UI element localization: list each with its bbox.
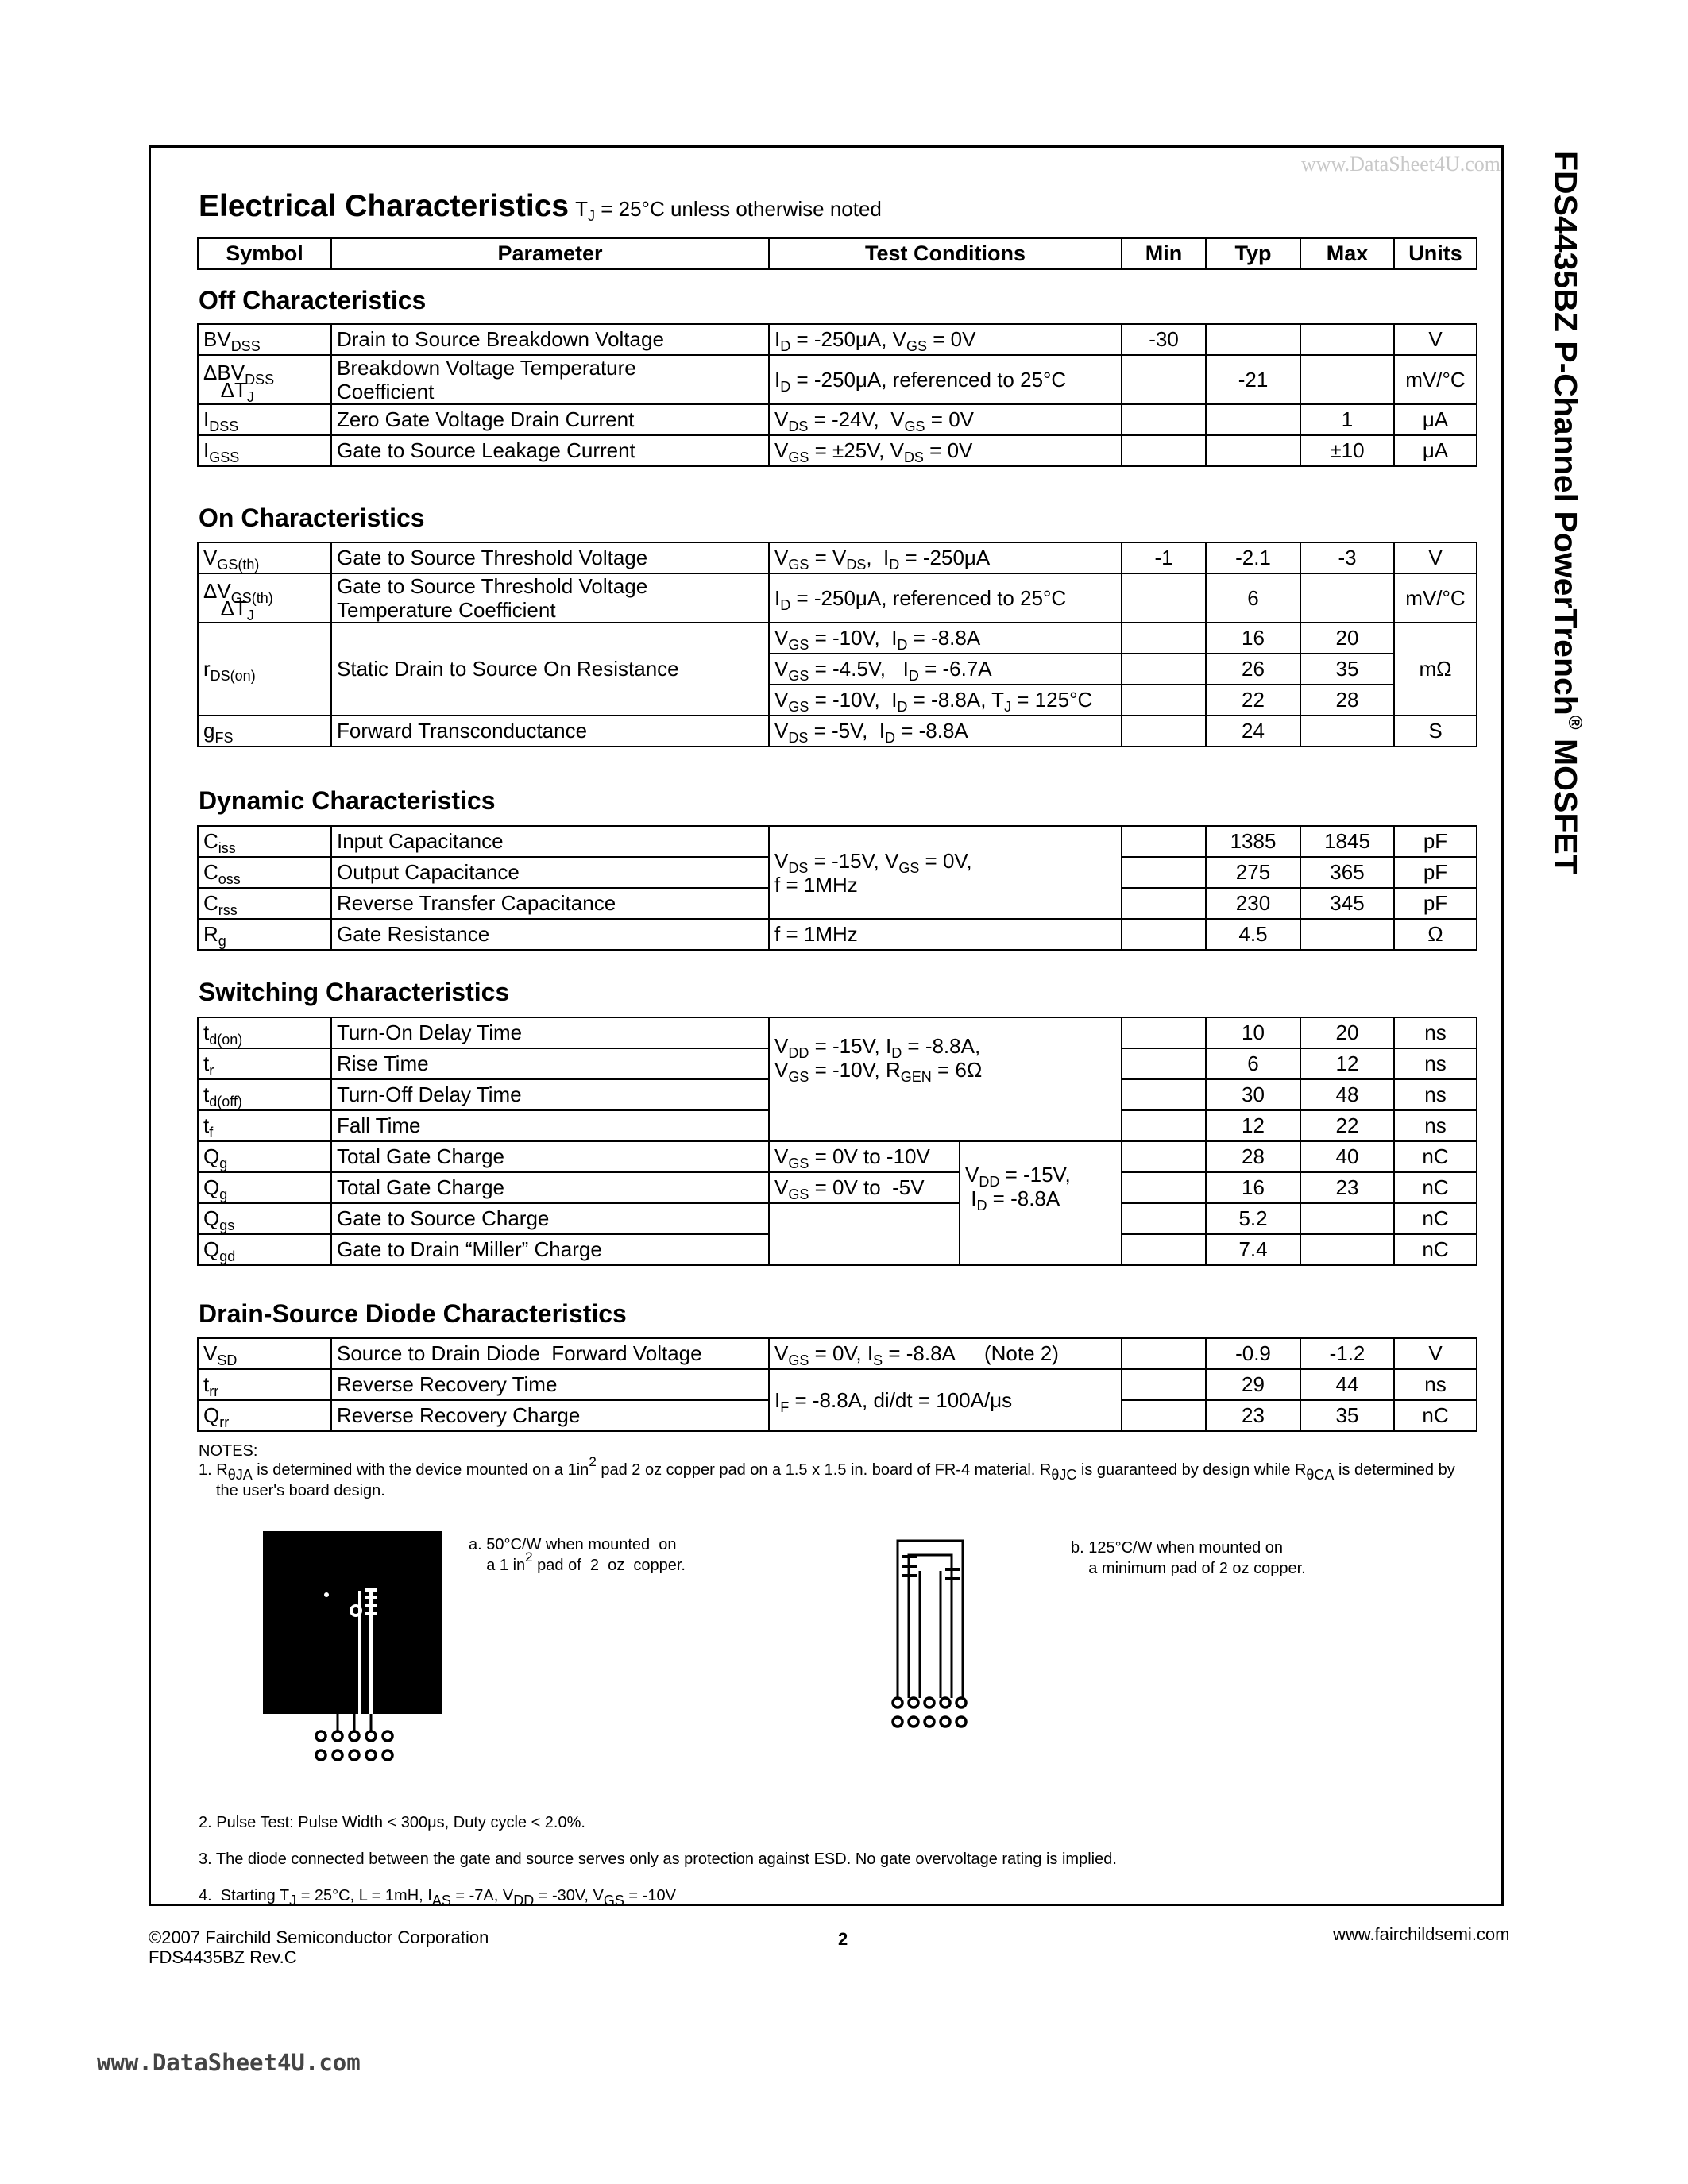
table-row: [198, 435, 1477, 466]
max-cell: 12: [1300, 1048, 1394, 1079]
min-cell: [1122, 1079, 1206, 1110]
parameter-cell: Static Drain to Source On Resistance: [331, 623, 769, 716]
table-row: [198, 355, 1477, 404]
units-cell: S: [1394, 716, 1477, 747]
column-header-row: [198, 238, 1477, 269]
max-cell: 40: [1300, 1141, 1394, 1172]
units-cell: pF: [1394, 857, 1477, 888]
parameter-cell: Gate to Source Leakage Current: [331, 435, 769, 466]
units-cell: ns: [1394, 1079, 1477, 1110]
symbol-cell: $r_{DS(on)}$: [198, 623, 331, 716]
units-cell: pF: [1394, 888, 1477, 919]
notes-heading: NOTES:: [199, 1442, 258, 1460]
off-section-heading: Off Characteristics: [199, 286, 427, 314]
test-condition-cell: $V_{GS} = 0V$, $I_S = -8.8A$ (Note 2): [769, 1338, 1122, 1369]
typ-cell: 230: [1206, 888, 1300, 919]
max-cell: 28: [1300, 685, 1394, 716]
max-cell: 48: [1300, 1079, 1394, 1110]
typ-cell: -21: [1206, 355, 1300, 404]
parameter-cell: Gate to Source Threshold Voltage Temperature Coefficient: [331, 573, 769, 623]
max-cell: 365: [1300, 857, 1394, 888]
typ-cell: 24: [1206, 716, 1300, 747]
max-cell: 22: [1300, 1110, 1394, 1141]
typ-cell: 16: [1206, 623, 1300, 654]
max-cell: [1300, 355, 1394, 404]
parameter-cell: Forward Transconductance: [331, 716, 769, 747]
min-cell: [1122, 857, 1206, 888]
max-cell: [1300, 919, 1394, 950]
dynamic-section-heading: Dynamic Characteristics: [199, 786, 496, 815]
min-cell: [1122, 1203, 1206, 1234]
typ-cell: -2.1: [1206, 542, 1300, 573]
off-table: [197, 323, 1477, 467]
typ-cell: [1206, 324, 1300, 355]
test-condition-cell: $V_{GS} = V_{DS}$, $I_D = -250\mu A$: [769, 542, 1122, 573]
note-1-continued: the user's board design.: [216, 1482, 385, 1499]
table-row: [198, 1203, 1477, 1234]
max-cell: 35: [1300, 1400, 1394, 1431]
column-header: Min: [1122, 238, 1206, 269]
parameter-cell: Drain to Source Breakdown Voltage: [331, 324, 769, 355]
header-table: [197, 237, 1477, 270]
max-cell: [1300, 716, 1394, 747]
parameter-cell: Zero Gate Voltage Drain Current: [331, 404, 769, 435]
table-row: [198, 1017, 1477, 1048]
min-cell: [1122, 404, 1206, 435]
units-cell: mV/°C: [1394, 355, 1477, 404]
units-cell: μA: [1394, 404, 1477, 435]
symbol-cell: $t_f$: [198, 1110, 331, 1141]
typ-cell: [1206, 404, 1300, 435]
test-condition-cell: $V_{GS} = -10V$, $I_D = -8.8A$: [769, 623, 1122, 654]
parameter-cell: Gate to Source Charge: [331, 1203, 769, 1234]
side-title-tail: MOSFET: [1547, 729, 1584, 874]
units-cell: ns: [1394, 1110, 1477, 1141]
units-cell: nC: [1394, 1400, 1477, 1431]
typ-cell: 26: [1206, 654, 1300, 685]
symbol-cell: $V_{GS(th)}$: [198, 542, 331, 573]
condition-text: = 25°C unless otherwise noted: [595, 197, 882, 221]
pcb-figure-b: [883, 1531, 987, 1733]
table-row: [198, 919, 1477, 950]
min-cell: [1122, 1048, 1206, 1079]
min-cell: [1122, 1338, 1206, 1369]
typ-cell: 16: [1206, 1172, 1300, 1203]
max-cell: [1300, 1203, 1394, 1234]
test-condition-cell: $I_D = -250\mu A$, referenced to 25°C: [769, 355, 1122, 404]
figure-b-caption: b. 125°C/W when mounted on a minimum pad of 2 oz copper.: [1071, 1539, 1306, 1577]
symbol-cell: $C_{rss}$: [198, 888, 331, 919]
typ-cell: 10: [1206, 1017, 1300, 1048]
switching-section-heading: Switching Characteristics: [199, 978, 510, 1006]
symbol-cell: $t_{d(off)}$: [198, 1079, 331, 1110]
parameter-cell: Fall Time: [331, 1110, 769, 1141]
units-cell: V: [1394, 542, 1477, 573]
max-cell: 20: [1300, 1017, 1394, 1048]
symbol-cell: $t_{d(on)}$: [198, 1017, 331, 1048]
test-condition-cell: $V_{DS} = -24V$, $V_{GS} = 0V$: [769, 404, 1122, 435]
units-cell: nC: [1394, 1172, 1477, 1203]
parameter-cell: Reverse Transfer Capacitance: [331, 888, 769, 919]
table-row: [198, 1141, 1477, 1172]
diode-section-heading: Drain-Source Diode Characteristics: [199, 1299, 627, 1328]
max-cell: 35: [1300, 654, 1394, 685]
symbol-cell: $g_{FS}$: [198, 716, 331, 747]
column-header: Test Conditions: [769, 238, 1122, 269]
min-cell: [1122, 1017, 1206, 1048]
column-header: Typ: [1206, 238, 1300, 269]
note-4: 4. Starting $T_J = 25^\circ C$, L = 1mH, $I_{AS} = -7A$, $V_{DD} = -30V$, $V_{GS} = -10V$: [199, 1887, 676, 1908]
title-condition: [575, 197, 882, 224]
test-condition-cell: $I_D = -250\mu A$, $V_{GS} = 0V$: [769, 324, 1122, 355]
typ-cell: 30: [1206, 1079, 1300, 1110]
test-condition-cell: $I_F = -8.8A$, di/dt = 100A/μs: [769, 1369, 1122, 1431]
parameter-cell: Output Capacitance: [331, 857, 769, 888]
max-cell: [1300, 1234, 1394, 1265]
test-condition-cell: $V_{GS} = -4.5V$, $I_D = -6.7A$: [769, 654, 1122, 685]
parameter-cell: Reverse Recovery Charge: [331, 1400, 769, 1431]
min-cell: [1122, 654, 1206, 685]
symbol-cell: $I_{DSS}$: [198, 404, 331, 435]
typ-cell: 4.5: [1206, 919, 1300, 950]
typ-cell: 23: [1206, 1400, 1300, 1431]
symbol-cell: $t_{rr}$: [198, 1369, 331, 1400]
switching-table: [197, 1017, 1477, 1266]
units-cell: V: [1394, 1338, 1477, 1369]
symbol-cell: $Q_{gd}$: [198, 1234, 331, 1265]
typ-cell: 28: [1206, 1141, 1300, 1172]
test-condition-cell: f = 1MHz: [769, 919, 1122, 950]
typ-cell: 29: [1206, 1369, 1300, 1400]
registered-mark: ®: [1564, 715, 1586, 730]
table-row: [198, 573, 1477, 623]
footer-copyright: ©2007 Fairchild Semiconductor Corporation: [149, 1927, 489, 1947]
test-condition-cell: $V_{GS} = 0V$ to -5V: [769, 1172, 960, 1203]
parameter-cell: Rise Time: [331, 1048, 769, 1079]
typ-cell: -0.9: [1206, 1338, 1300, 1369]
test-condition-cell: $V_{GS} = 0V$ to -10V: [769, 1141, 960, 1172]
dynamic-table: [197, 825, 1477, 951]
units-cell: μA: [1394, 435, 1477, 466]
side-title: [1547, 151, 1586, 874]
table-row: [198, 826, 1477, 857]
test-condition-cell: $V_{GS} = -10V$, $I_D = -8.8A$, $T_J = 125^\circ C$: [769, 685, 1122, 716]
min-cell: [1122, 1172, 1206, 1203]
symbol-cell: $Q_{rr}$: [198, 1400, 331, 1431]
symbol-cell: $I_{GSS}$: [198, 435, 331, 466]
max-cell: 44: [1300, 1369, 1394, 1400]
max-cell: ±10: [1300, 435, 1394, 466]
symbol-cell: $BV_{DSS}$: [198, 324, 331, 355]
max-cell: 1845: [1300, 826, 1394, 857]
table-row: [198, 404, 1477, 435]
table-row: [198, 324, 1477, 355]
units-cell: nC: [1394, 1203, 1477, 1234]
max-cell: -3: [1300, 542, 1394, 573]
min-cell: [1122, 1400, 1206, 1431]
symbol-cell: $C_{oss}$: [198, 857, 331, 888]
max-cell: 1: [1300, 404, 1394, 435]
typ-cell: [1206, 435, 1300, 466]
table-row: [198, 1172, 1477, 1203]
min-cell: [1122, 888, 1206, 919]
on-table: [197, 542, 1477, 747]
min-cell: [1122, 355, 1206, 404]
parameter-cell: Reverse Recovery Time: [331, 1369, 769, 1400]
figure-a-caption: a. 50°C/W when mounted on a 1 $in^2$ pad of 2 oz copper.: [469, 1536, 686, 1574]
min-cell: -1: [1122, 542, 1206, 573]
pcb-figure-a: [261, 1531, 445, 1768]
parameter-cell: Total Gate Charge: [331, 1172, 769, 1203]
test-condition-cell: $V_{DS} = -5V$, $I_D = -8.8A$: [769, 716, 1122, 747]
title-text: Electrical Characteristics: [199, 189, 570, 223]
test-condition-cell: [769, 1203, 960, 1265]
max-cell: 20: [1300, 623, 1394, 654]
note-1: 1. $R_{\theta JA}$ is determined with the device mounted on a $1in^2$ pad 2 oz copper pad on a 1.5 x 1.5 in. board of FR-4 material. $R_{\theta JC}$ is guaranteed by design while $R_{\theta CA}$ is determined by: [199, 1454, 1455, 1483]
footer-part-number: FDS4435BZ Rev.C: [149, 1947, 297, 1967]
symbol-cell: $t_r$: [198, 1048, 331, 1079]
min-cell: [1122, 1110, 1206, 1141]
table-row: [198, 1369, 1477, 1400]
top-watermark: www.DataSheet4U.com: [1301, 152, 1501, 176]
typ-cell: 7.4: [1206, 1234, 1300, 1265]
test-condition-cell: $V_{GS} = \pm 25V$, $V_{DS} = 0V$: [769, 435, 1122, 466]
note-3: 3. The diode connected between the gate and source serves only as protection against ESD. No gate overvoltage rating is implied.: [199, 1850, 1117, 1868]
test-condition-cell: $V_{DD} = -15V$, $I_D = -8.8A$, $V_{GS} = -10V$, $R_{GEN} = 6\Omega$: [769, 1017, 1122, 1141]
page-number: 2: [838, 1929, 848, 1949]
test-condition-cell: $I_D = -250\mu A$, referenced to 25°C: [769, 573, 1122, 623]
footer-url[interactable]: www.fairchildsemi.com: [1333, 1924, 1510, 1944]
column-header: Symbol: [198, 238, 331, 269]
typ-cell: 6: [1206, 1048, 1300, 1079]
units-cell: nC: [1394, 1141, 1477, 1172]
max-cell: 23: [1300, 1172, 1394, 1203]
bottom-watermark: www.DataSheet4U.com: [97, 2049, 361, 2076]
min-cell: [1122, 919, 1206, 950]
typ-cell: 275: [1206, 857, 1300, 888]
symbol-cell: $R_g$: [198, 919, 331, 950]
table-row: [198, 542, 1477, 573]
min-cell: [1122, 623, 1206, 654]
parameter-cell: Total Gate Charge: [331, 1141, 769, 1172]
min-cell: [1122, 1369, 1206, 1400]
units-cell: ns: [1394, 1017, 1477, 1048]
symbol-cell: $C_{iss}$: [198, 826, 331, 857]
note-2: 2. Pulse Test: Pulse Width < 300μs, Duty cycle < 2.0%.: [199, 1814, 585, 1831]
min-cell: [1122, 716, 1206, 747]
min-cell: [1122, 685, 1206, 716]
min-cell: [1122, 1141, 1206, 1172]
max-cell: 345: [1300, 888, 1394, 919]
typ-cell: 22: [1206, 685, 1300, 716]
symbol-cell: $\Delta V_{GS(th)}$ $\Delta T_J$: [198, 573, 331, 623]
test-condition-cell: $V_{DS} = -15V$, $V_{GS} = 0V$, f = 1MHz: [769, 826, 1122, 919]
units-cell: pF: [1394, 826, 1477, 857]
min-cell: [1122, 435, 1206, 466]
max-cell: -1.2: [1300, 1338, 1394, 1369]
column-header: Parameter: [331, 238, 769, 269]
symbol-cell: $Q_{gs}$: [198, 1203, 331, 1234]
diode-table: [197, 1337, 1477, 1432]
min-cell: [1122, 1234, 1206, 1265]
parameter-cell: Gate to Drain “Miller” Charge: [331, 1234, 769, 1265]
max-cell: [1300, 324, 1394, 355]
parameter-cell: Turn-Off Delay Time: [331, 1079, 769, 1110]
side-title-text: FDS4435BZ P-Channel PowerTrench: [1547, 151, 1584, 716]
symbol-cell: $Q_g$: [198, 1141, 331, 1172]
max-cell: [1300, 573, 1394, 623]
table-row: [198, 1338, 1477, 1369]
test-condition-cell: $V_{DD} = -15V$, $I_D = -8.8A$: [960, 1141, 1122, 1265]
units-cell: ns: [1394, 1369, 1477, 1400]
units-cell: ns: [1394, 1048, 1477, 1079]
table-row: [198, 623, 1477, 654]
units-cell: V: [1394, 324, 1477, 355]
units-cell: mV/°C: [1394, 573, 1477, 623]
min-cell: [1122, 573, 1206, 623]
parameter-cell: Turn-On Delay Time: [331, 1017, 769, 1048]
on-section-heading: On Characteristics: [199, 504, 425, 532]
parameter-cell: Gate to Source Threshold Voltage: [331, 542, 769, 573]
symbol-cell: $V_{SD}$: [198, 1338, 331, 1369]
typ-cell: 6: [1206, 573, 1300, 623]
parameter-cell: Input Capacitance: [331, 826, 769, 857]
typ-cell: 12: [1206, 1110, 1300, 1141]
units-cell: mΩ: [1394, 623, 1477, 716]
min-cell: [1122, 826, 1206, 857]
page-title: [199, 189, 882, 224]
tj-symbol: T: [575, 197, 588, 221]
typ-cell: 5.2: [1206, 1203, 1300, 1234]
typ-cell: 1385: [1206, 826, 1300, 857]
symbol-cell: $\Delta BV_{DSS}$ $\Delta T_J$: [198, 355, 331, 404]
symbol-cell: $Q_g$: [198, 1172, 331, 1203]
parameter-cell: Breakdown Voltage Temperature Coefficient: [331, 355, 769, 404]
column-header: Units: [1394, 238, 1477, 269]
parameter-cell: Source to Drain Diode Forward Voltage: [331, 1338, 769, 1369]
tj-subscript: J: [588, 208, 595, 224]
units-cell: nC: [1394, 1234, 1477, 1265]
parameter-cell: Gate Resistance: [331, 919, 769, 950]
table-row: [198, 716, 1477, 747]
min-cell: -30: [1122, 324, 1206, 355]
column-header: Max: [1300, 238, 1394, 269]
units-cell: Ω: [1394, 919, 1477, 950]
